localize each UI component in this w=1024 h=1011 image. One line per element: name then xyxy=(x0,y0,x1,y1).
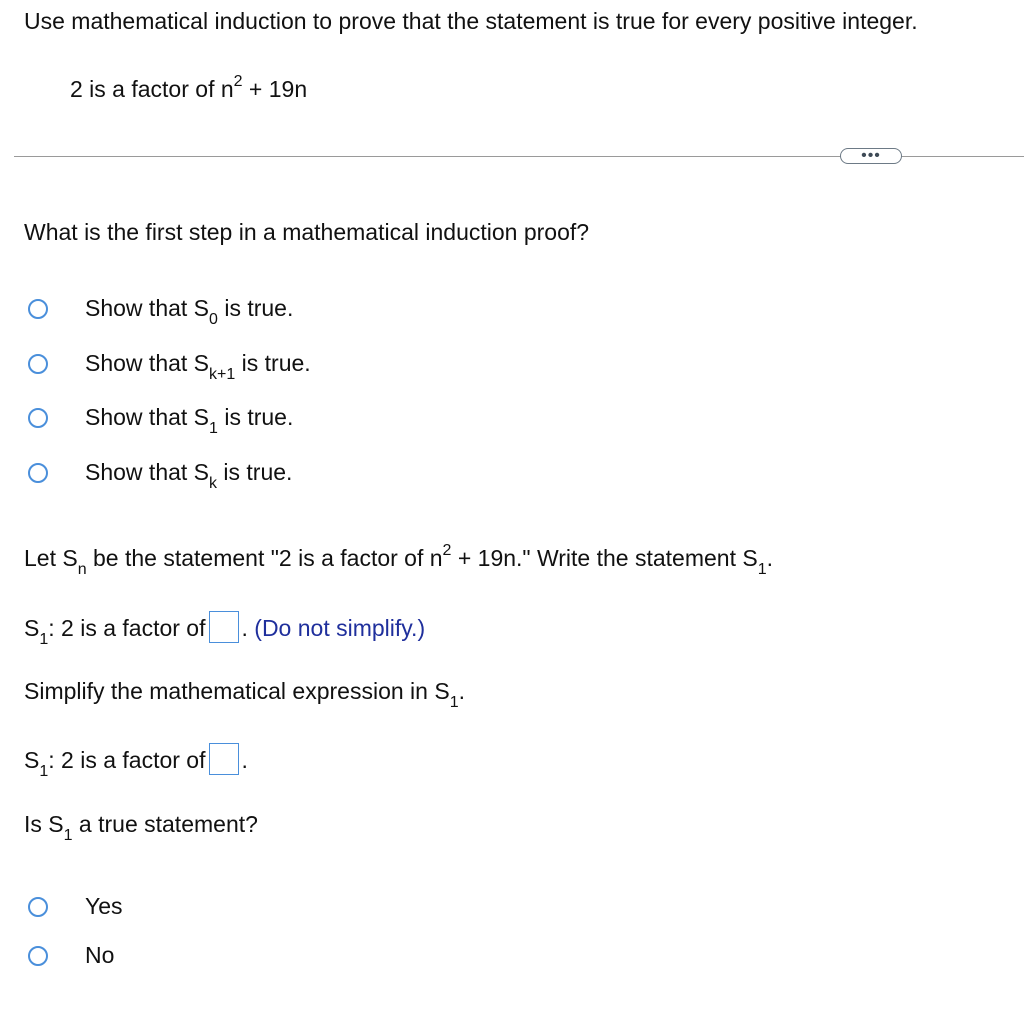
option-label: Show that $S_0$ is true. xyxy=(85,295,294,328)
option-sk-plus-1[interactable] xyxy=(28,350,311,383)
s1-expression-input[interactable] xyxy=(209,611,239,643)
statement-exponent: 2 xyxy=(233,73,243,90)
option-yes[interactable] xyxy=(28,893,123,921)
question-first-step: What is the first step in a mathematical induction proof? xyxy=(24,219,590,245)
option-label: No xyxy=(85,942,115,968)
statement-suffix: + 19n xyxy=(242,76,308,102)
more-options-button[interactable] xyxy=(840,148,902,164)
s1-unsimplified-line: $S_1$: 2 is a factor of . (Do not simplify.) xyxy=(24,614,425,646)
radio-button[interactable] xyxy=(28,408,48,428)
option-no[interactable] xyxy=(28,942,114,970)
radio-button[interactable] xyxy=(28,354,48,374)
option-s1[interactable] xyxy=(28,404,294,437)
option-label: Yes xyxy=(85,893,123,919)
radio-button[interactable] xyxy=(28,897,48,917)
option-label: Show that $S_{k+1}$ is true. xyxy=(85,350,311,383)
option-sk[interactable] xyxy=(28,459,293,492)
problem-statement xyxy=(70,73,308,104)
radio-button[interactable] xyxy=(28,463,48,483)
option-s0[interactable] xyxy=(28,295,294,328)
simplify-instruction: Simplify the mathematical expression in $S_1$. xyxy=(24,678,465,711)
is-s1-true-question: Is $S_1$ a true statement? xyxy=(24,811,258,844)
ellipsis-icon: ••• xyxy=(861,147,881,164)
option-label: Show that $S_1$ is true. xyxy=(85,404,294,437)
option-label: Show that $S_k$ is true. xyxy=(85,459,293,492)
s1-simplified-line: $S_1$: 2 is a factor of . xyxy=(24,746,248,778)
statement-prefix: 2 is a factor of n xyxy=(70,76,234,102)
do-not-simplify-hint: (Do not simplify.) xyxy=(254,615,426,642)
radio-button[interactable] xyxy=(28,946,48,966)
radio-button[interactable] xyxy=(28,299,48,319)
problem-instruction: Use mathematical induction to prove that the statement is true for every positive integer. xyxy=(24,8,918,34)
statement-intro: Let $S_n$ be the statement "2 is a factor of $n^2 + 19n$." Write the statement $S_1$. xyxy=(24,542,774,578)
s1-simplified-input[interactable] xyxy=(209,743,239,775)
